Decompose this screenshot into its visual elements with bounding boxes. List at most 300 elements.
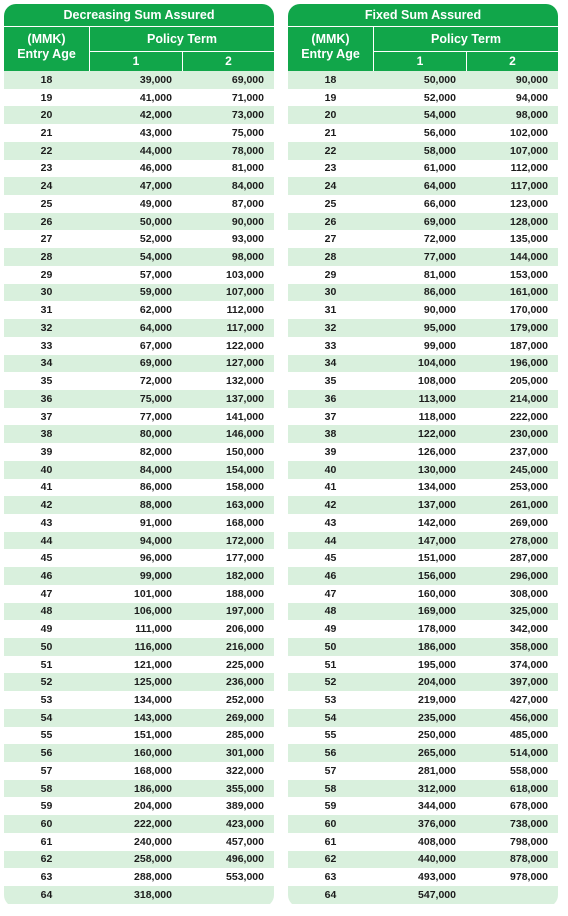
table-row [4,797,274,815]
term-1-cell: 288,000 [134,871,172,884]
term-1-cell: 204,000 [134,800,172,813]
term-2-cell: 179,000 [510,321,548,334]
term-2-cell: 485,000 [510,729,548,742]
entry-age-cell: 55 [324,729,337,742]
term-2-cell: 69,000 [231,73,264,86]
term-1-cell: 52,000 [139,233,172,246]
table-row [288,443,558,461]
currency-label: (MMK) [27,32,66,46]
entry-age-cell: 39 [40,445,53,458]
entry-age-cell: 46 [324,569,337,582]
entry-age-cell: 22 [324,144,337,157]
term-2-cell: 94,000 [515,91,548,104]
term-1-cell: 96,000 [139,552,172,565]
term-2-cell: 137,000 [226,392,264,405]
table-row [288,230,558,248]
term-2-cell: 269,000 [226,711,264,724]
entry-age-cell: 27 [324,233,337,246]
table-row [288,833,558,851]
term-2-cell: 285,000 [226,729,264,742]
entry-age-cell: 62 [40,853,53,866]
term-2-cell: 73,000 [231,109,264,122]
term-2-cell: 117,000 [226,321,264,334]
term-1-cell: 281,000 [418,764,456,777]
term-2-cell: 230,000 [510,428,548,441]
term-2-cell: 146,000 [226,428,264,441]
entry-age-cell: 44 [40,534,53,547]
entry-age-cell: 21 [40,127,53,140]
table-row [4,408,274,426]
table-row [4,868,274,886]
table-row [288,638,558,656]
term-2-cell: 222,000 [510,410,548,423]
term-2-cell: 150,000 [226,445,264,458]
entry-age-cell: 57 [324,764,337,777]
term-2-cell: 878,000 [510,853,548,866]
entry-age-cell: 59 [40,800,53,813]
term-2-cell: 678,000 [510,800,548,813]
term-2-cell: 122,000 [226,339,264,352]
table-row [288,177,558,195]
table-row [288,673,558,691]
entry-age-cell: 35 [324,375,337,388]
entry-age-cell: 49 [324,623,337,636]
term-2-cell: 103,000 [226,268,264,281]
term-1-cell: 61,000 [423,162,456,175]
table-row [288,355,558,373]
entry-age-cell: 36 [324,392,337,405]
entry-age-cell: 37 [324,410,337,423]
term-2-cell: 342,000 [510,623,548,636]
term-1-cell: 101,000 [134,587,172,600]
policy-term-header: Policy Term [431,32,501,46]
term-2-cell: 127,000 [226,357,264,370]
entry-age-cell: 44 [324,534,337,547]
term-1-cell: 75,000 [139,392,172,405]
entry-age-cell: 48 [324,605,337,618]
term-1-cell: 99,000 [139,569,172,582]
term-1-cell: 134,000 [134,694,172,707]
term-1-cell: 59,000 [139,286,172,299]
table-row [4,248,274,266]
table-row [4,284,274,302]
table-body [288,71,558,904]
entry-age-cell: 51 [40,658,53,671]
term-2-cell: 170,000 [510,304,548,317]
table-row [4,213,274,231]
term-2-cell: 163,000 [226,499,264,512]
entry-age-cell: 31 [40,304,53,317]
term-1-cell: 88,000 [139,499,172,512]
entry-age-cell: 34 [324,357,337,370]
term-2-cell: 236,000 [226,676,264,689]
entry-age-cell: 38 [40,428,53,441]
entry-age-cell: 20 [324,109,337,122]
entry-age-cell: 61 [40,835,53,848]
term-1-cell: 125,000 [134,676,172,689]
table-row [4,532,274,550]
term-2-cell: 182,000 [226,569,264,582]
table-row [4,124,274,142]
table-row [288,709,558,727]
term-2-cell: 112,000 [510,162,548,175]
table-row [4,230,274,248]
entry-age-cell: 24 [324,180,337,193]
entry-age-cell: 40 [40,463,53,476]
entry-age-cell: 38 [324,428,337,441]
term-2-cell: 214,000 [510,392,548,405]
term-2-cell: 355,000 [226,782,264,795]
table-row [4,673,274,691]
entry-age-cell: 23 [324,162,337,175]
term-1-cell: 39,000 [139,73,172,86]
term-1-cell: 143,000 [134,711,172,724]
entry-age-cell: 18 [324,73,337,86]
table-row [288,372,558,390]
table-row [288,319,558,337]
term-2-cell: 245,000 [510,463,548,476]
entry-age-cell: 41 [40,481,53,494]
term-2-cell: 253,000 [510,481,548,494]
table-row [4,727,274,745]
table-row [288,408,558,426]
term-2-cell: 128,000 [510,215,548,228]
term-2-cell: 112,000 [226,304,264,317]
table-row [4,514,274,532]
term-1-cell: 142,000 [418,516,456,529]
term-2-cell: 141,000 [226,410,264,423]
term-2-cell: 197,000 [226,605,264,618]
term-1-cell: 86,000 [139,481,172,494]
entry-age-cell: 18 [40,73,53,86]
entry-age-cell: 47 [40,587,53,600]
entry-age-cell: 45 [324,552,337,565]
entry-age-cell: 57 [40,764,53,777]
entry-age-cell: 28 [40,251,53,264]
entry-age-cell: 32 [40,321,53,334]
term-2-cell: 269,000 [510,516,548,529]
entry-age-cell: 51 [324,658,337,671]
term-2-cell: 216,000 [226,640,264,653]
table-row [4,744,274,762]
term-1-cell: 106,000 [134,605,172,618]
entry-age-header [4,32,89,62]
term-1-cell: 195,000 [418,658,456,671]
term-2-cell: 374,000 [510,658,548,671]
term-2-cell: 389,000 [226,800,264,813]
term-1-cell: 58,000 [423,144,456,157]
term-2-cell: 358,000 [510,640,548,653]
term-1-cell: 151,000 [134,729,172,742]
entry-age-cell: 24 [40,180,53,193]
entry-age-cell: 60 [324,818,337,831]
table-row [4,815,274,833]
table-row [288,514,558,532]
term-2-cell: 978,000 [510,871,548,884]
term-2-cell: 456,000 [510,711,548,724]
term-1-cell: 219,000 [418,694,456,707]
term-2-cell: 158,000 [226,481,264,494]
entry-age-cell: 23 [40,162,53,175]
entry-age-cell: 53 [324,694,337,707]
term-2-cell: 618,000 [510,782,548,795]
table-header [4,4,274,71]
decreasing-sum-assured-table [4,4,274,907]
table-row [288,620,558,638]
term-2-cell: 558,000 [510,764,548,777]
term-2-cell: 514,000 [510,747,548,760]
table-row [288,266,558,284]
term-2-cell: 93,000 [231,233,264,246]
table-row [4,780,274,798]
term-2-cell: 278,000 [510,534,548,547]
term-1-cell: 77,000 [423,251,456,264]
table-row [4,266,274,284]
term-2-cell: 325,000 [510,605,548,618]
term-1-cell: 41,000 [139,91,172,104]
table-row [288,549,558,567]
term-2-cell: 397,000 [510,676,548,689]
table-row [4,71,274,89]
term-1-cell: 104,000 [418,357,456,370]
entry-age-cell: 47 [324,587,337,600]
term-2-cell: 322,000 [226,764,264,777]
table-row [4,638,274,656]
table-header [288,4,558,71]
table-row [4,585,274,603]
term-1-cell: 118,000 [418,410,456,423]
term-1-cell: 54,000 [139,251,172,264]
term-2-cell: 196,000 [510,357,548,370]
term-1-cell: 258,000 [134,853,172,866]
term-1-cell: 160,000 [418,587,456,600]
table-row [4,195,274,213]
table-row [288,461,558,479]
entry-age-cell: 61 [324,835,337,848]
term-1-cell: 440,000 [418,853,456,866]
entry-age-cell: 21 [324,127,337,140]
entry-age-cell: 26 [324,215,337,228]
term-1-cell: 84,000 [139,463,172,476]
term-2-cell: 98,000 [231,251,264,264]
table-row [4,355,274,373]
entry-age-cell: 33 [40,339,53,352]
entry-age-cell: 52 [324,676,337,689]
table-row [4,709,274,727]
table-row [288,301,558,319]
term-2-cell: 177,000 [226,552,264,565]
term-1-cell: 122,000 [418,428,456,441]
term-2-cell: 87,000 [231,197,264,210]
table-row [4,851,274,869]
entry-age-cell: 64 [40,888,53,901]
term-1-cell: 81,000 [423,268,456,281]
entry-age-cell: 58 [40,782,53,795]
term-2-cell: 287,000 [510,552,548,565]
entry-age-label: Entry Age [301,47,360,61]
term-1-cell: 168,000 [134,764,172,777]
entry-age-cell: 41 [324,481,337,494]
table-row [288,248,558,266]
term-1-cell: 47,000 [139,180,172,193]
term-1-cell: 204,000 [418,676,456,689]
entry-age-cell: 52 [40,676,53,689]
term-2-cell: 90,000 [515,73,548,86]
table-row [288,886,558,904]
table-row [4,106,274,124]
table-row [288,762,558,780]
term-1-cell: 250,000 [418,729,456,742]
term-2-cell: 153,000 [510,268,548,281]
table-row [288,851,558,869]
table-row [288,106,558,124]
term-2-cell: 168,000 [226,516,264,529]
entry-age-cell: 28 [324,251,337,264]
term-2-cell: 107,000 [226,286,264,299]
table-row [4,620,274,638]
term-1-cell: 67,000 [139,339,172,352]
term-1-cell: 72,000 [139,375,172,388]
term-1-cell: 186,000 [134,782,172,795]
entry-age-cell: 63 [324,871,337,884]
table-row [4,142,274,160]
term-1-cell: 151,000 [418,552,456,565]
term-1-cell: 69,000 [423,215,456,228]
term-1-cell: 318,000 [134,888,172,901]
term-1-cell: 130,000 [418,463,456,476]
entry-age-cell: 19 [40,91,53,104]
term-1-cell: 134,000 [418,481,456,494]
term-1-cell: 72,000 [423,233,456,246]
term-1-cell: 46,000 [139,162,172,175]
entry-age-cell: 50 [40,640,53,653]
term-1-cell: 160,000 [134,747,172,760]
term-2-cell: 738,000 [510,818,548,831]
table-row [288,656,558,674]
entry-age-cell: 36 [40,392,53,405]
table-row [288,567,558,585]
term-1-cell: 44,000 [139,144,172,157]
table-row [288,160,558,178]
term-2-cell: 75,000 [231,127,264,140]
term-1-cell: 54,000 [423,109,456,122]
table-row [4,160,274,178]
term-1-cell: 95,000 [423,321,456,334]
table-row [288,797,558,815]
term-1-cell: 235,000 [418,711,456,724]
table-row [288,585,558,603]
term-2-cell: 237,000 [510,445,548,458]
term-1-cell: 344,000 [418,800,456,813]
entry-age-cell: 56 [324,747,337,760]
entry-age-cell: 64 [324,888,337,901]
term-1-cell: 121,000 [134,658,172,671]
term-1-cell: 147,000 [418,534,456,547]
term-2-header: 2 [225,54,232,68]
table-row [288,780,558,798]
table-row [4,762,274,780]
table-row [288,603,558,621]
term-2-cell: 427,000 [510,694,548,707]
term-2-cell: 107,000 [510,144,548,157]
term-1-cell: 113,000 [418,392,456,405]
entry-age-cell: 31 [324,304,337,317]
term-1-cell: 126,000 [418,445,456,458]
entry-age-cell: 32 [324,321,337,334]
table-row [4,603,274,621]
term-1-cell: 547,000 [418,888,456,901]
term-1-cell: 80,000 [139,428,172,441]
table-row [288,727,558,745]
term-1-cell: 56,000 [423,127,456,140]
entry-age-cell: 46 [40,569,53,582]
term-1-cell: 90,000 [423,304,456,317]
entry-age-cell: 50 [324,640,337,653]
entry-age-label: Entry Age [17,47,76,61]
entry-age-cell: 27 [40,233,53,246]
term-1-header: 1 [416,54,424,68]
entry-age-cell: 42 [40,499,53,512]
fixed-sum-assured-table [288,4,558,907]
term-1-cell: 82,000 [139,445,172,458]
entry-age-cell: 33 [324,339,337,352]
term-2-header: 2 [509,54,516,68]
term-2-cell: 172,000 [226,534,264,547]
term-1-cell: 111,000 [135,623,172,636]
term-2-cell: 78,000 [231,144,264,157]
table-row [288,284,558,302]
entry-age-cell: 39 [324,445,337,458]
table-row [288,815,558,833]
table-row [288,337,558,355]
term-2-cell: 132,000 [226,375,264,388]
table-row [4,89,274,107]
term-2-cell: 301,000 [226,747,264,760]
entry-age-cell: 30 [324,286,337,299]
term-1-cell: 86,000 [423,286,456,299]
term-2-cell: 187,000 [510,339,548,352]
term-1-cell: 493,000 [418,871,456,884]
table-row [4,177,274,195]
table-row [288,868,558,886]
table-row [288,71,558,89]
entry-age-cell: 42 [324,499,337,512]
table-row [4,549,274,567]
term-2-cell: 135,000 [510,233,548,246]
term-1-cell: 62,000 [139,304,172,317]
term-1-cell: 50,000 [423,73,456,86]
term-2-cell: 553,000 [226,871,264,884]
term-1-cell: 64,000 [423,180,456,193]
table-row [288,195,558,213]
term-1-cell: 178,000 [418,623,456,636]
term-2-cell: 90,000 [231,215,264,228]
entry-age-cell: 62 [324,853,337,866]
entry-age-cell: 26 [40,215,53,228]
term-1-cell: 49,000 [139,197,172,210]
term-1-cell: 43,000 [139,127,172,140]
entry-age-cell: 43 [324,516,337,529]
term-2-cell: 252,000 [226,694,264,707]
term-1-cell: 169,000 [418,605,456,618]
term-2-cell: 496,000 [226,853,264,866]
term-2-cell: 117,000 [510,180,548,193]
term-1-cell: 186,000 [418,640,456,653]
currency-label: (MMK) [311,32,350,46]
entry-age-cell: 58 [324,782,337,795]
term-2-cell: 205,000 [510,375,548,388]
table-body [4,71,274,904]
